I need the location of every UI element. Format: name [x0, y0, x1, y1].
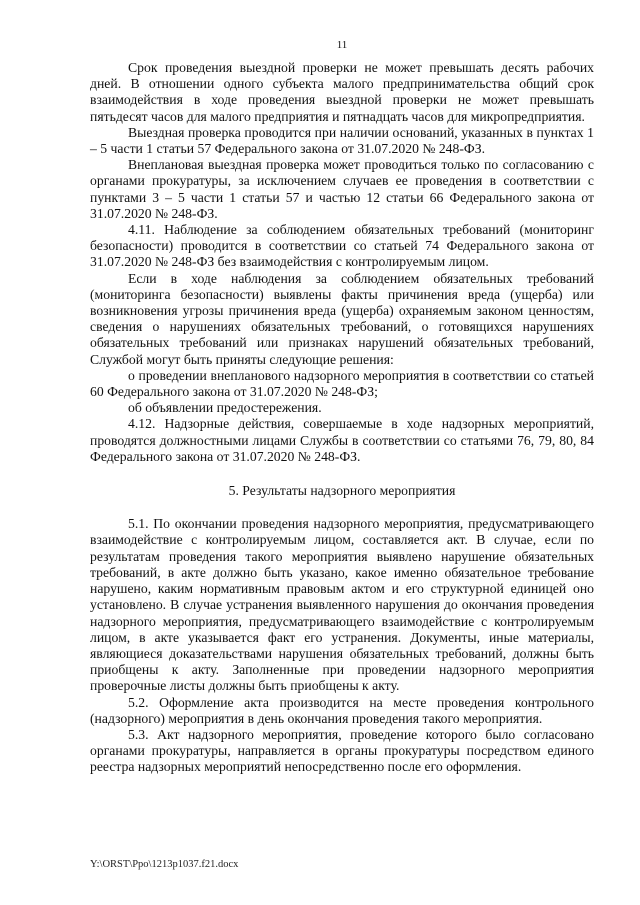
paragraph-5-1-act: 5.1. По окончании проведения надзорного мероприятия, предусматривающего взаимодействие с контролируемым лицом, составляется акт. В случае, если по результатам проведения такого мероприятия выявлено нарушение обязательных требований, в акте должно быть указано, какое именно обязательное требование нарушено, каким нормативным правовым актом и его структурной единицей оно установлено. В случае устранения выявленного нарушения до окончания проведения надзорного мероприятия, предусматривающего взаимодействие с контролируемым лицом, в акте указывается факт его устранения. Документы, иные материалы, являющиеся доказательствами нарушения обязательных требований, должны быть приобщены к акту. Заполненные при проведении надзорного мероприятия проверочные листы должны быть приобщены к акту.	[90, 516, 594, 694]
paragraph-monitoring-findings: Если в ходе наблюдения за соблюдением обязательных требований (мониторинга безопасности) выявлены факты причинения вреда (ущерба) или возникновения угрозы причинения вреда (ущерба) охраняемым законом ценностям, сведения о нарушениях обязательных требований, о готовящихся нарушениях обязательных требований или признаках нарушений обязательных требований, Службой могут быть приняты следующие решения:	[90, 270, 594, 367]
section-title: 5. Результаты надзорного мероприятия	[228, 483, 456, 499]
paragraph-5-3-act-submission: 5.3. Акт надзорного мероприятия, проведение которого было согласовано органами прокуратуры, направляется в органы прокуратуры посредством единого реестра надзорных мероприятий непосредственно после его оформления.	[90, 726, 594, 775]
paragraph-4-12-supervisory-actions: 4.12. Надзорные действия, совершаемые в ходе надзорных мероприятий, проводятся должностными лицами Службы в соответствии со статьями 76, 79, 80, 84 Федерального закона от 31.07.2020 № 248-ФЗ.	[90, 416, 594, 464]
paragraph-decision-unscheduled: о проведении внепланового надзорного мероприятия в соответствии со статьей 60 Федерального закона от 31.07.2020 № 248-ФЗ;	[90, 367, 594, 400]
footer-file-path: Y:\ORST\Ppo\1213p1037.f21.docx	[90, 859, 239, 870]
paragraph-onsite-inspection-grounds: Выездная проверка проводится при наличии оснований, указанных в пунктах 1 – 5 части 1 статьи 57 Федерального закона от 31.07.2020 № 248-ФЗ.	[90, 124, 594, 157]
paragraph-unscheduled-inspection: Внеплановая выездная проверка может проводиться только по согласованию с органами прокуратуры, за исключением случаев ее проведения в соответствии с пунктами 3 – 5 части 1 статьи 57 и частью 12 статьи 66 Федерального закона от 31.07.2020 № 248-ФЗ.	[90, 157, 594, 221]
paragraph-4-11-monitoring: 4.11. Наблюдение за соблюдением обязательных требований (мониторинг безопасности) проводится в соответствии со статьей 74 Федерального закона от 31.07.2020 № 248-ФЗ без взаимодействия с контролируемым лицом.	[90, 222, 594, 270]
paragraph-decision-warning: об объявлении предостережения.	[128, 400, 322, 416]
page-number: 11	[336, 39, 348, 51]
paragraph-inspection-duration: Срок проведения выездной проверки не может превышать десять рабочих дней. В отношении одного субъекта малого предпринимательства общий срок взаимодействия в ходе проведения выездной проверки не может превышать пятьдесят часов для малого предприятия и пятнадцать часов для микропредприятия.	[90, 60, 594, 124]
paragraph-5-2-act-drafting: 5.2. Оформление акта производится на месте проведения контрольного (надзорного) мероприятия в день окончания проведения такого мероприятия.	[90, 694, 594, 726]
